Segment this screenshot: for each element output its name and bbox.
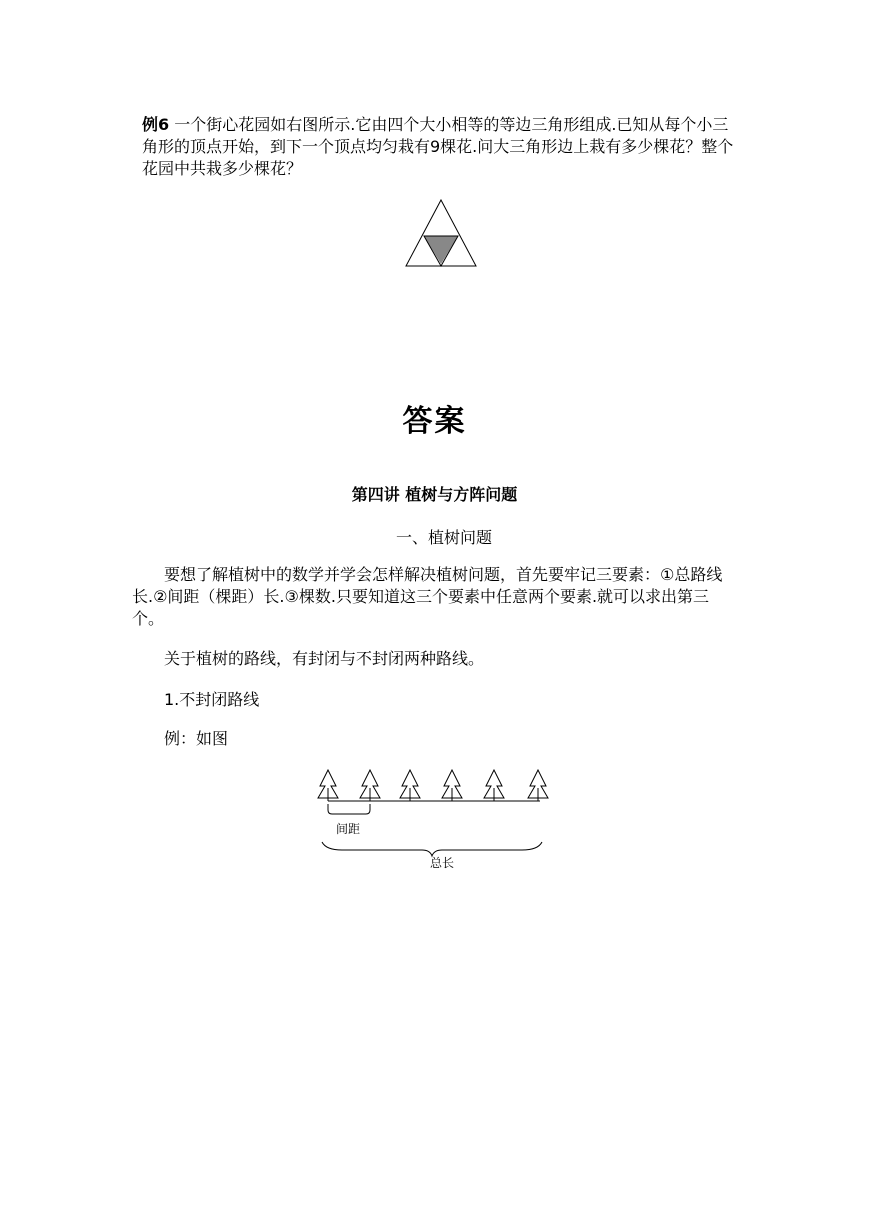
paragraph-route-types: 关于植树的路线，有封闭与不封闭两种路线。 (164, 649, 485, 668)
tree-icon (318, 770, 338, 801)
example-text: 一个街心花园如右图所示.它由四个大小相等的等边三角形组成.已知从每个小三角形的顶点开始，到下一个顶点均匀栽有9棵花.问大三角形边上栽有多少棵花？整个花园中共栽多少棵花？ (142, 115, 734, 178)
example-line: 例：如图 (164, 729, 229, 748)
answer-heading: 答案 (402, 404, 467, 439)
total-length-label: 总长 (430, 856, 455, 870)
tree-icon (442, 770, 462, 801)
tree-icon (360, 770, 380, 801)
lecture-title: 第四讲 植树与方阵问题 (351, 485, 518, 504)
section-title: 一、植树问题 (396, 528, 493, 547)
tree-icon (484, 770, 504, 801)
example-label: 例6 (142, 115, 170, 134)
triangle-garden-figure (404, 198, 478, 270)
item-open-route: 1.不封闭路线 (164, 690, 260, 709)
paragraph-three-elements: 要想了解植树中的数学并学会怎样解决植树问题，首先要牢记三要素：①总路线长.②间距（棵距）长.③棵数.只要知道这三个要素中任意两个要素.就可以求出第三个。 (132, 565, 723, 628)
tree-icon (400, 770, 420, 801)
tree-icon (528, 770, 548, 801)
tree-row (318, 770, 548, 801)
tree-planting-figure (312, 766, 552, 878)
example-6-paragraph (142, 114, 742, 180)
spacing-label: 间距 (336, 822, 361, 836)
shaded-center-triangle (424, 236, 458, 264)
spacing-bracket (328, 804, 370, 814)
total-length-brace (322, 842, 542, 856)
